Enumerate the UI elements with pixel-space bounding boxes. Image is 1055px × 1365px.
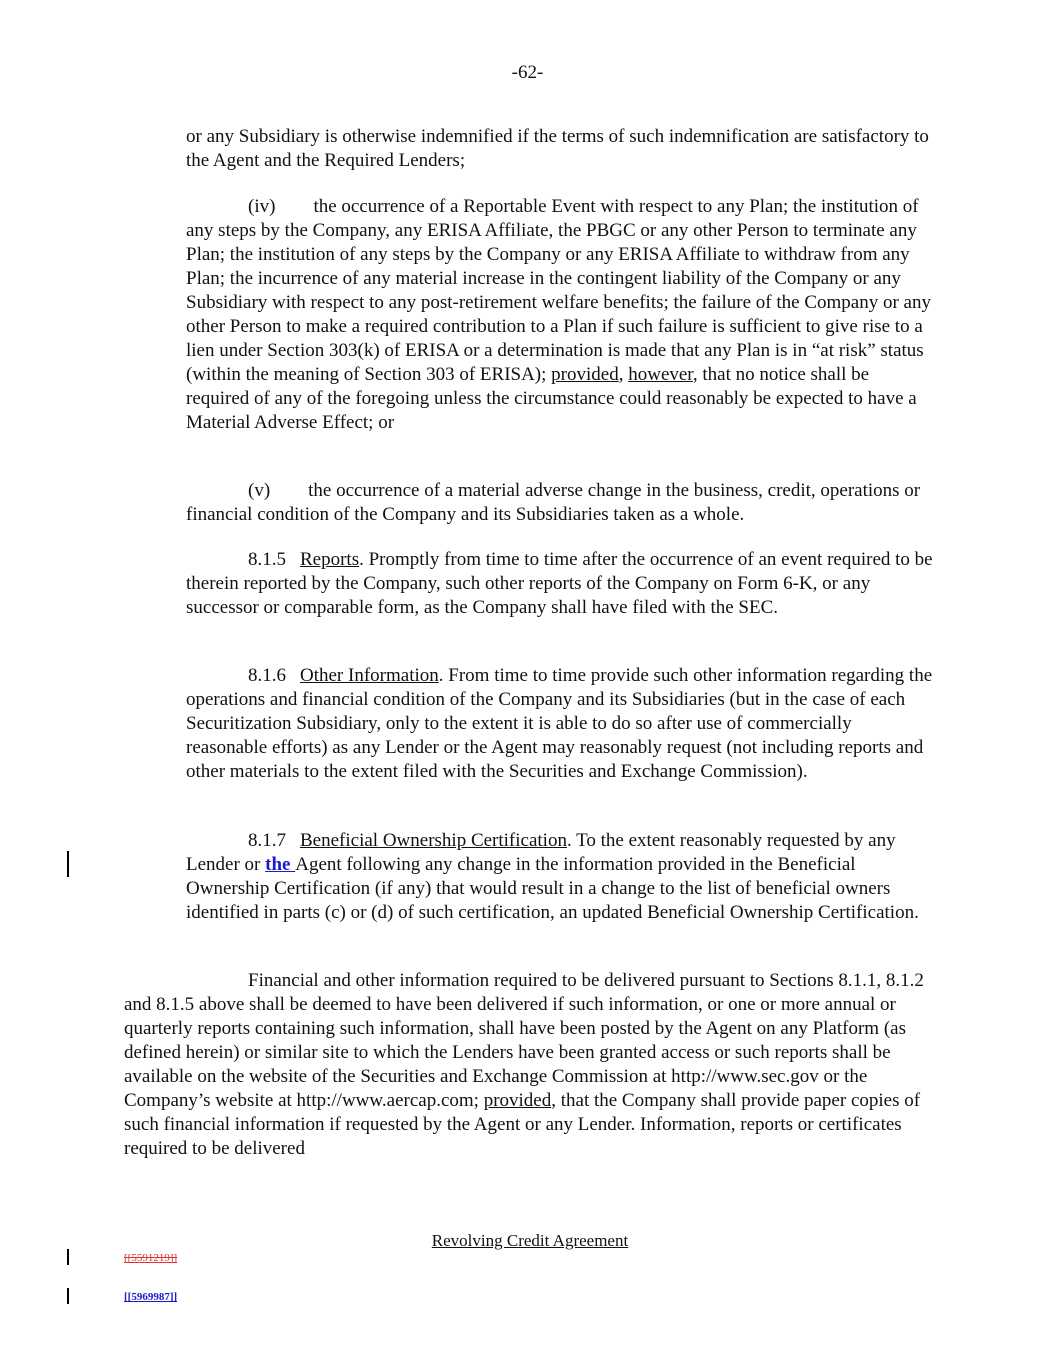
section-text: . From time to time provide such other information regarding the operations and financial condition of the Company and its Subsidiaries (but in the case of each Securitization Subsidiary, only to the extent it is able to do so after use of commercially reasonable efforts) as any Lender or the Agent may reasonably request (not including reports and other materials to the extent filed with the Securities and Exchange Commission). (186, 665, 933, 782)
inserted-word: the (265, 854, 296, 875)
continuation-paragraph (186, 125, 936, 173)
section-heading: Beneficial Ownership Certification (300, 830, 567, 851)
item-v-label: (v) (248, 480, 271, 501)
section-text-before: . To the extent reasonably requested by any Lender or (186, 830, 896, 875)
section-number: 8.1.5 (248, 549, 286, 570)
closing-paragraph (124, 969, 924, 1161)
closing-text-after: , that the Company shall provide paper copies of such financial information if requested by the Agent or any Lender. Information, reports or certificates required to be delivered (124, 1090, 921, 1159)
change-bar (67, 1249, 69, 1265)
item-iv-paragraph (186, 195, 936, 435)
inserted-document-id: [[5969987]] (124, 1291, 178, 1303)
section-text: . Promptly from time to time after the occurrence of an event required to be therein reported by the Company, such other reports of the Company on Form 6-K, or any successor or comparable form, as the Company shall have filed with the SEC. (186, 549, 933, 618)
section-heading: Other Information (300, 665, 439, 686)
section-8-1-6 (186, 664, 936, 784)
change-bar (67, 1288, 69, 1304)
section-text-after: Agent following any change in the information provided in the Beneficial Ownership Certification (if any) that would result in a change to the list of beneficial owners identified in parts (c) or (d) of such certification, an updated Beneficial Ownership Certification. (186, 854, 919, 923)
continuation-text: or any Subsidiary is otherwise indemnified if the terms of such indemnification are satisfactory to the Agent and the Required Lenders; (186, 126, 929, 171)
change-bar (67, 851, 69, 877)
section-heading: Reports (300, 549, 360, 570)
page-number: -62- (511, 62, 544, 83)
provided-term: provided (551, 364, 619, 385)
section-number: 8.1.6 (248, 665, 286, 686)
section-8-1-5 (186, 548, 936, 620)
however-term: however (628, 364, 693, 385)
item-iv-text-before: the occurrence of a Reportable Event with respect to any Plan; the institution of any steps by the Company, any ERISA Affiliate, the PBGC or any other Person to terminate any Plan; the institution of any steps by the Company or any ERISA Affiliate to withdraw from any Plan; the incurrence of any material increase in the contingent liability of the Company or any Subsidiary with respect to any post-retirement welfare benefits; the failure of the Company or any other Person to make a required contribution to a Plan if such failure is sufficient to give rise to a lien under Section 303(k) of ERISA or a determination is made that any Plan is in “at risk” status (within the meaning of Section 303 of ERISA); (186, 196, 931, 385)
closing-text-before: Financial and other information required to be delivered pursuant to Sections 8.1.1, 8.1.2 and 8.1.5 above shall be deemed to have been delivered if such information, or one or more annual or quarterly reports containing such information, shall have been posted by the Agent on any Platform (as defined herein) or similar site to which the Lenders have been granted access or such reports shall be available on the website of the Securities and Exchange Commission at http://www.sec.gov or the Company’s website at http://www.aercap.com; (124, 970, 924, 1111)
item-iv-label: (iv) (248, 196, 276, 217)
item-v-text: the occurrence of a material adverse change in the business, credit, operations or financial condition of the Company and its Subsidiaries taken as a whole. (186, 480, 921, 525)
footer-document-title: Revolving Credit Agreement (431, 1231, 629, 1250)
section-number: 8.1.7 (248, 830, 286, 851)
item-iv-comma: , (618, 364, 629, 385)
deleted-document-id: [[5591219]] (124, 1252, 178, 1264)
provided-term: provided (483, 1090, 552, 1111)
item-iv-text-after: , that no notice shall be required of any of the foregoing unless the circumstance could reasonably be expected to have a Material Adverse Effect; or (186, 364, 917, 433)
section-8-1-7 (186, 829, 936, 925)
item-v-paragraph (186, 479, 936, 527)
